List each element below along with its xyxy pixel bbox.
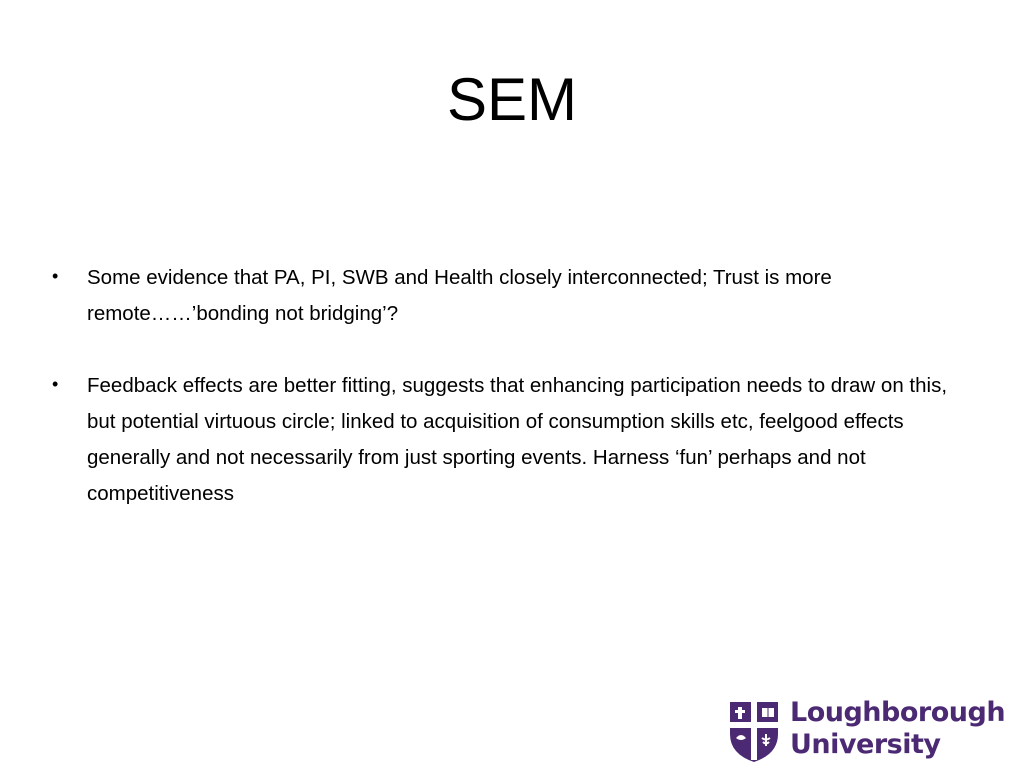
bullet-item bbox=[52, 368, 972, 512]
logo-line-2: University bbox=[790, 729, 941, 760]
bullet-marker: • bbox=[52, 266, 59, 286]
logo-line-1: Loughborough bbox=[790, 697, 1006, 728]
bullet-item bbox=[52, 260, 972, 332]
university-crest-icon bbox=[728, 700, 780, 764]
university-logo bbox=[728, 697, 1006, 766]
slide-title: SEM bbox=[446, 66, 578, 133]
bullet-text: Some evidence that PA, PI, SWB and Health closely interconnected; Trust is more remote……’bonding not bridging’? bbox=[87, 266, 832, 325]
bullet-text: Feedback effects are better fitting, suggests that enhancing participation needs to draw on this, but potential virtuous circle; linked to acquisition of consumption skills etc, feelgood effects generally and not necessarily from just sporting events. Harness ‘fun’ perhaps and not competitiveness bbox=[87, 374, 948, 505]
bullet-marker: • bbox=[52, 374, 59, 394]
logo-text bbox=[790, 697, 1005, 761]
bullet-list bbox=[52, 260, 972, 548]
